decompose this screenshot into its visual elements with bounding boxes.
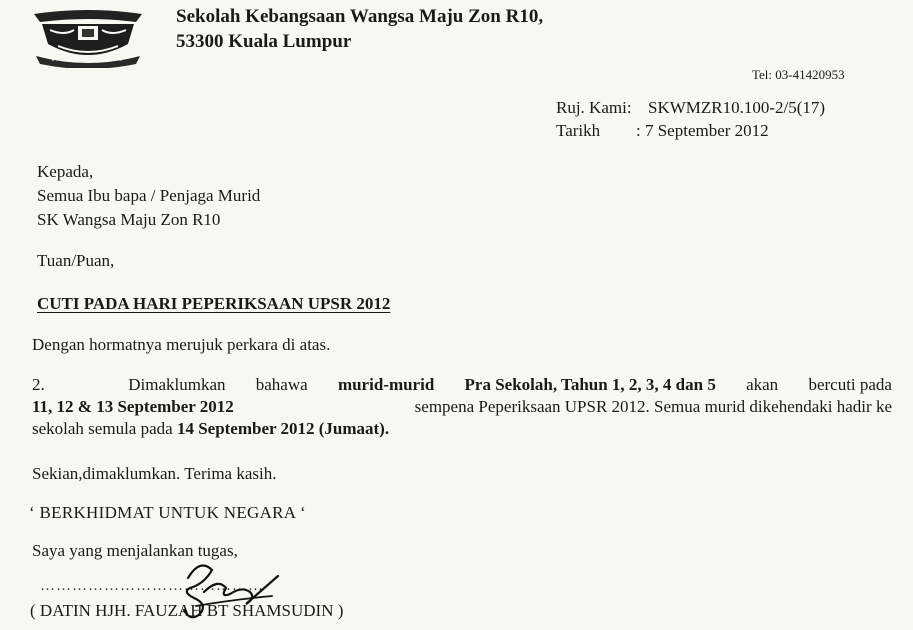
paragraph-2-line-2 bbox=[32, 396, 892, 418]
school-crest-logo-icon bbox=[28, 8, 148, 68]
paragraph-2-bold: murid-murid bbox=[337, 375, 435, 394]
paragraph-2-bold: Pra Sekolah, Tahun 1, 2, 3, 4 dan 5 bbox=[464, 375, 716, 394]
school-address: 53300 Kuala Lumpur bbox=[176, 31, 352, 52]
reference-value: SKWMZR10.100-2/5(17) bbox=[648, 98, 826, 117]
motto: ‘ BERKHIDMAT UNTUK NEGARA ‘ bbox=[29, 503, 306, 522]
paragraph-2-text: sekolah semula pada bbox=[32, 419, 173, 438]
letter-date bbox=[556, 121, 769, 141]
addressee-line-3: SK Wangsa Maju Zon R10 bbox=[37, 210, 221, 229]
paragraph-2 bbox=[32, 374, 892, 440]
paragraph-2-line-1 bbox=[32, 374, 892, 396]
paragraph-2-line-3 bbox=[32, 418, 892, 440]
paragraph-2-word: akan bbox=[746, 375, 779, 394]
paragraph-2-word: bahawa bbox=[255, 375, 308, 394]
paragraph-2-bold: 11, 12 & 13 September 2012 bbox=[32, 397, 234, 416]
paragraph-2-bold: 14 September 2012 (Jumaat). bbox=[176, 419, 390, 438]
date-value: : 7 September 2012 bbox=[636, 121, 769, 140]
letter-subject: CUTI PADA HARI PEPERIKSAAN UPSR 2012 bbox=[37, 294, 391, 313]
salutation: Tuan/Puan, bbox=[37, 251, 115, 270]
telephone-number: Tel: 03-41420953 bbox=[752, 67, 845, 82]
addressee-line-2: Semua Ibu bapa / Penjaga Murid bbox=[37, 186, 261, 205]
signatory-name: ( DATIN HJH. FAUZAH BT SHAMSUDIN ) bbox=[30, 601, 344, 620]
handwritten-signature-icon bbox=[160, 548, 300, 628]
reference-label: Ruj. Kami: bbox=[556, 98, 632, 117]
paragraph-2-text: sempena Peperiksaan UPSR 2012. Semua murid dikehendaki hadir ke bbox=[414, 397, 892, 416]
date-label: Tarikh bbox=[556, 121, 601, 140]
school-name: Sekolah Kebangsaan Wangsa Maju Zon R10, bbox=[176, 6, 544, 27]
closing-line: Sekian,dimaklumkan. Terima kasih. bbox=[32, 464, 277, 483]
signature-line: …………………………………… bbox=[40, 578, 264, 594]
paragraph-2-word: bercuti pada bbox=[808, 375, 892, 394]
reference-number bbox=[556, 98, 825, 118]
sign-off: Saya yang menjalankan tugas, bbox=[32, 541, 238, 560]
paragraph-number: 2. bbox=[32, 375, 45, 394]
paragraph-1: Dengan hormatnya merujuk perkara di atas. bbox=[32, 335, 331, 354]
paragraph-2-word: Dimaklumkan bbox=[128, 375, 226, 394]
addressee-line-1: Kepada, bbox=[37, 162, 94, 181]
